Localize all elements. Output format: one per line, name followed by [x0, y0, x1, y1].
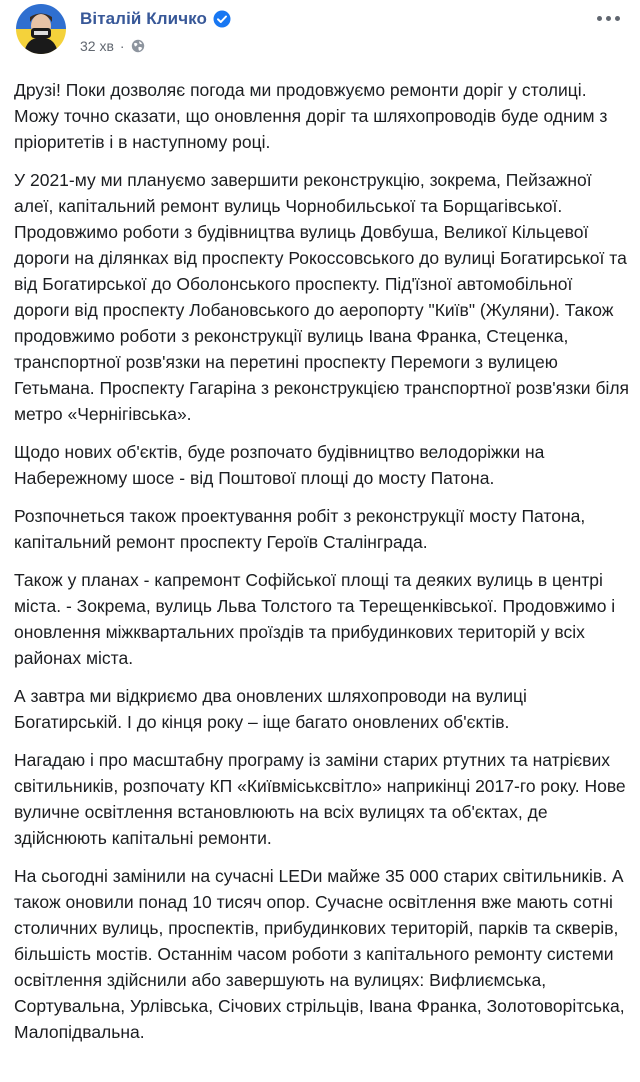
- post-timestamp[interactable]: 32 хв: [80, 38, 114, 54]
- post-meta: [80, 36, 145, 56]
- globe-icon[interactable]: [131, 39, 145, 53]
- post-paragraph: Друзі! Поки дозволяє погода ми продовжуємо ремонти доріг у столиці. Можу точно сказати, що оновлення доріг та шляхопроводів буде одним з пріоритетів і в наступному році.: [14, 80, 608, 152]
- post-paragraph: Також у планах - капремонт Софійської площі та деяких вулиць в центрі міста. - Зокрема, вулиць Льва Толстого та Терещенківської. Продовжимо і оновлення міжквартальних проїздів та прибудинкових територій у всіх районах міста.: [14, 570, 616, 668]
- post-paragraph: Розпочнеться також проектування робіт з реконструкції мосту Патона, капітальний ремонт проспекту Героїв Сталінграда.: [14, 506, 586, 552]
- avatar-image: [16, 4, 66, 54]
- post-body: [14, 77, 630, 1057]
- post-paragraph: А завтра ми відкриємо два оновлених шляхопроводи на вулиці Богатирській. І до кінця року – іще багато оновлених об'єктів.: [14, 686, 527, 732]
- verified-badge-icon: [213, 10, 231, 28]
- post-paragraph: У 2021-му ми плануємо завершити реконструкцію, зокрема, Пейзажної алеї, капітальний ремонт вулиць Чорнобильської та Борщагівської. Продовжимо роботи з будівництва вулиць Довбуша, Великої Кільцевої дороги на ділянках від проспекту Рокоссовського до вулиці Богатирської та від Богатирської до Оболонського проспекту. Під'їзної автомобільної дороги від проспекту Лобановського до аеропорту "Київ" (Жуляни). Також продовжимо роботи з реконструкції вулиць Івана Франка, Стеценка, транспортної розв'язки на перетині проспекту Перемоги з вулицею Гетьмана. Проспекту Гагаріна з реконструкцією транспортної розв'язки біля метро «Чернігівська».: [14, 170, 630, 424]
- post-header: [0, 0, 640, 72]
- post-paragraph: Нагадаю і про масштабну програму із заміни старих ртутних та натрієвих світильників, розпочату КП «Київміськсвітло» наприкінці 2017-го року. Нове вуличне освітлення встановлюють на всіх вулицях та об'єктах, де здійснюють капітальні ремонти.: [14, 750, 626, 848]
- more-options-icon[interactable]: [590, 4, 626, 32]
- post-paragraph: Щодо нових об'єктів, буде розпочато будівництво велодоріжки на Набережному шосе - від Поштової площі до мосту Патона.: [14, 442, 545, 488]
- meta-separator: ·: [119, 38, 125, 54]
- author-name[interactable]: Віталій Кличко: [80, 9, 208, 28]
- author-avatar[interactable]: [16, 4, 66, 54]
- author-line: [80, 8, 231, 30]
- post-paragraph: На сьогодні замінили на сучасні LEDи майже 35 000 старих світильників. А також оновили понад 10 тисяч опор. Сучасне освітлення вже мають сотні столичних вулиць, проспектів, прибудинкових територій, парків та скверів, більшість мостів. Останнім часом роботи з капітального ремонту системи освітлення здійснили або завершують на вулицях: Вифлиємська, Сортувальна, Урлівська, Січових стрільців, Івана Франка, Золотоворітська, Малопідвальна.: [14, 866, 625, 1042]
